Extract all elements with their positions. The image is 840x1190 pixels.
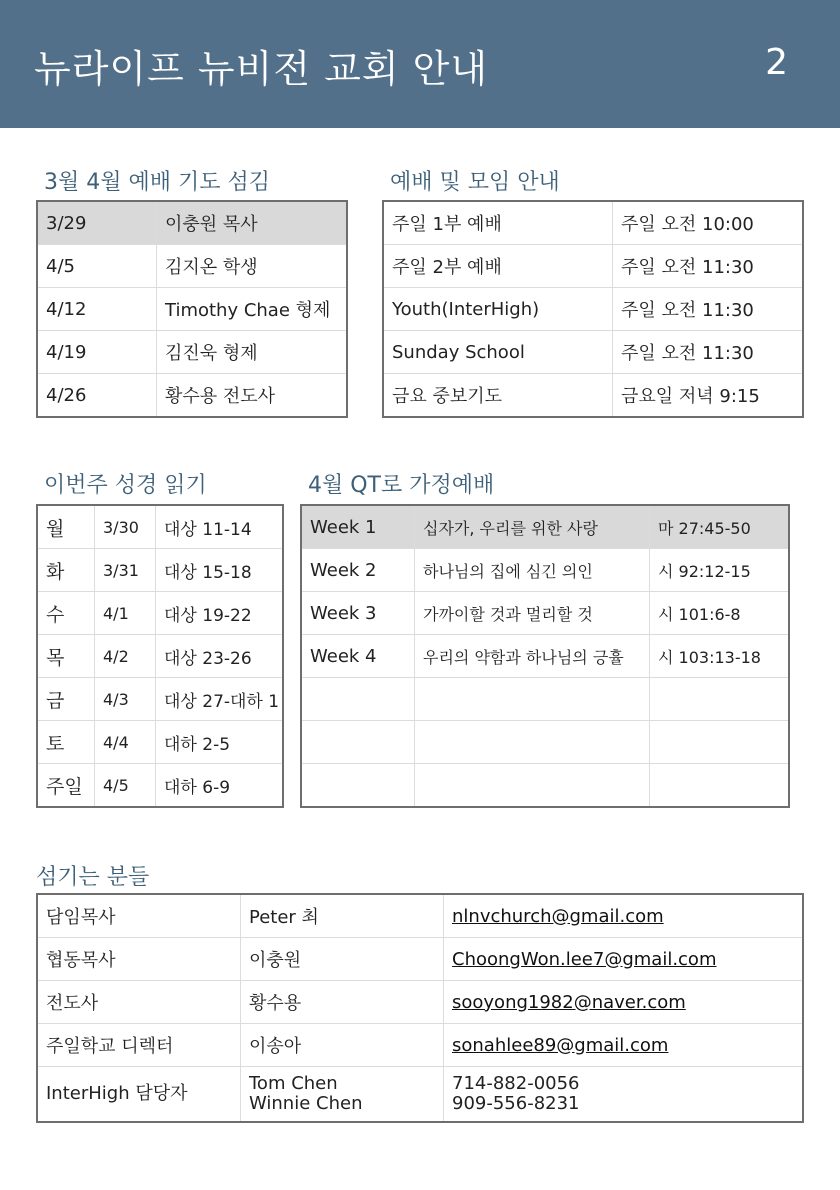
service-time: 금요일 저녁 9:15 <box>613 374 804 418</box>
reading-date: 3/30 <box>95 505 156 549</box>
qt-ref: 시 101:6-8 <box>650 592 790 635</box>
empty-cell <box>650 721 790 764</box>
table-row <box>37 1067 803 1123</box>
qt-table <box>300 504 790 808</box>
staff-section-title: 섬기는 분들 <box>36 865 150 890</box>
service-time: 주일 오전 11:30 <box>613 245 804 288</box>
qt-week: Week 4 <box>301 635 415 678</box>
page-title: 뉴라이프 뉴비전 교회 안내 <box>34 47 489 91</box>
reading-day: 토 <box>37 721 95 764</box>
reading-passage: 대상 11-14 <box>156 505 284 549</box>
staff-role: 주일학교 디렉터 <box>37 1024 241 1067</box>
service-name: 주일 2부 예배 <box>383 245 613 288</box>
empty-cell <box>650 764 790 808</box>
staff-table <box>36 893 804 1123</box>
prayer-table <box>36 200 348 418</box>
staff-name: Winnie Chen <box>249 1093 363 1114</box>
table-row <box>383 288 803 331</box>
reading-date: 3/31 <box>95 549 156 592</box>
staff-contact-cell <box>444 981 804 1024</box>
table-row <box>383 201 803 245</box>
table-row <box>383 374 803 418</box>
staff-name: 황수용 <box>241 981 444 1024</box>
staff-phones-cell <box>444 1067 804 1123</box>
page-number: 2 <box>765 42 788 83</box>
table-row <box>37 505 283 549</box>
reading-section-title: 이번주 성경 읽기 <box>44 473 207 498</box>
service-name: 주일 1부 예배 <box>383 201 613 245</box>
empty-cell <box>301 678 415 721</box>
table-row <box>301 635 789 678</box>
staff-role: 협동목사 <box>37 938 241 981</box>
qt-section-title: 4월 QT로 가정예배 <box>308 473 495 498</box>
prayer-name: Timothy Chae 형제 <box>157 288 348 331</box>
table-row <box>37 894 803 938</box>
empty-cell <box>415 721 650 764</box>
reading-passage: 대상 27-대하 1 <box>156 678 284 721</box>
service-name: Sunday School <box>383 331 613 374</box>
page-header <box>0 0 840 128</box>
qt-topic: 십자가, 우리를 위한 사랑 <box>415 505 650 549</box>
table-row <box>37 764 283 808</box>
reading-day: 목 <box>37 635 95 678</box>
qt-topic: 우리의 약함과 하나님의 긍휼 <box>415 635 650 678</box>
reading-day: 금 <box>37 678 95 721</box>
table-row <box>301 592 789 635</box>
empty-row <box>301 678 789 721</box>
qt-ref: 시 92:12-15 <box>650 549 790 592</box>
table-row <box>301 549 789 592</box>
qt-week: Week 3 <box>301 592 415 635</box>
service-time: 주일 오전 10:00 <box>613 201 804 245</box>
reading-day: 수 <box>37 592 95 635</box>
service-time: 주일 오전 11:30 <box>613 331 804 374</box>
prayer-name: 이충원 목사 <box>157 201 348 245</box>
services-table <box>382 200 804 418</box>
staff-contact-cell <box>444 894 804 938</box>
staff-role: 전도사 <box>37 981 241 1024</box>
services-section-title: 예배 및 모임 안내 <box>390 170 560 195</box>
table-row <box>37 1024 803 1067</box>
phone-number: 714-882-0056 <box>452 1073 580 1094</box>
table-row <box>37 721 283 764</box>
table-row <box>37 592 283 635</box>
reading-date: 4/3 <box>95 678 156 721</box>
reading-passage: 대상 19-22 <box>156 592 284 635</box>
staff-contact-cell <box>444 938 804 981</box>
staff-contact-cell <box>444 1024 804 1067</box>
qt-ref: 시 103:13-18 <box>650 635 790 678</box>
reading-date: 4/1 <box>95 592 156 635</box>
empty-cell <box>301 764 415 808</box>
staff-names-cell <box>241 1067 444 1123</box>
phone-number: 909-556-8231 <box>452 1093 580 1114</box>
table-row <box>37 201 347 245</box>
table-row <box>37 981 803 1024</box>
prayer-date: 4/19 <box>37 331 157 374</box>
prayer-date: 3/29 <box>37 201 157 245</box>
reading-passage: 대하 6-9 <box>156 764 284 808</box>
reading-passage: 대하 2-5 <box>156 721 284 764</box>
email-link[interactable]: nlnvchurch@gmail.com <box>452 905 664 927</box>
table-row <box>37 678 283 721</box>
reading-table <box>36 504 284 808</box>
qt-week: Week 2 <box>301 549 415 592</box>
reading-day: 월 <box>37 505 95 549</box>
staff-name: Peter 최 <box>241 894 444 938</box>
prayer-name: 황수용 전도사 <box>157 374 348 418</box>
prayer-date: 4/5 <box>37 245 157 288</box>
staff-name: Tom Chen <box>249 1073 338 1094</box>
empty-cell <box>415 678 650 721</box>
qt-topic: 가까이할 것과 멀리할 것 <box>415 592 650 635</box>
table-row <box>37 331 347 374</box>
table-row <box>37 245 347 288</box>
staff-name: 이송아 <box>241 1024 444 1067</box>
service-name: 금요 중보기도 <box>383 374 613 418</box>
prayer-section-title: 3월 4월 예배 기도 섬김 <box>44 170 270 195</box>
qt-topic: 하나님의 집에 심긴 의인 <box>415 549 650 592</box>
reading-date: 4/4 <box>95 721 156 764</box>
email-link[interactable]: ChoongWon.lee7@gmail.com <box>452 948 717 970</box>
table-row <box>383 245 803 288</box>
prayer-name: 김진욱 형제 <box>157 331 348 374</box>
service-name: Youth(InterHigh) <box>383 288 613 331</box>
email-link[interactable]: sonahlee89@gmail.com <box>452 1034 669 1056</box>
reading-date: 4/2 <box>95 635 156 678</box>
table-row <box>301 505 789 549</box>
service-time: 주일 오전 11:30 <box>613 288 804 331</box>
empty-row <box>301 764 789 808</box>
empty-cell <box>650 678 790 721</box>
reading-passage: 대상 15-18 <box>156 549 284 592</box>
table-row <box>37 938 803 981</box>
empty-row <box>301 721 789 764</box>
staff-name: 이충원 <box>241 938 444 981</box>
reading-passage: 대상 23-26 <box>156 635 284 678</box>
table-row <box>37 288 347 331</box>
reading-date: 4/5 <box>95 764 156 808</box>
table-row <box>37 549 283 592</box>
email-link[interactable]: sooyong1982@naver.com <box>452 991 686 1013</box>
prayer-date: 4/26 <box>37 374 157 418</box>
prayer-date: 4/12 <box>37 288 157 331</box>
qt-week: Week 1 <box>301 505 415 549</box>
staff-role: InterHigh 담당자 <box>37 1067 241 1123</box>
table-row <box>37 635 283 678</box>
empty-cell <box>415 764 650 808</box>
empty-cell <box>301 721 415 764</box>
qt-ref: 마 27:45-50 <box>650 505 790 549</box>
reading-day: 화 <box>37 549 95 592</box>
reading-day: 주일 <box>37 764 95 808</box>
table-row <box>383 331 803 374</box>
staff-role: 담임목사 <box>37 894 241 938</box>
table-row <box>37 374 347 418</box>
prayer-name: 김지온 학생 <box>157 245 348 288</box>
